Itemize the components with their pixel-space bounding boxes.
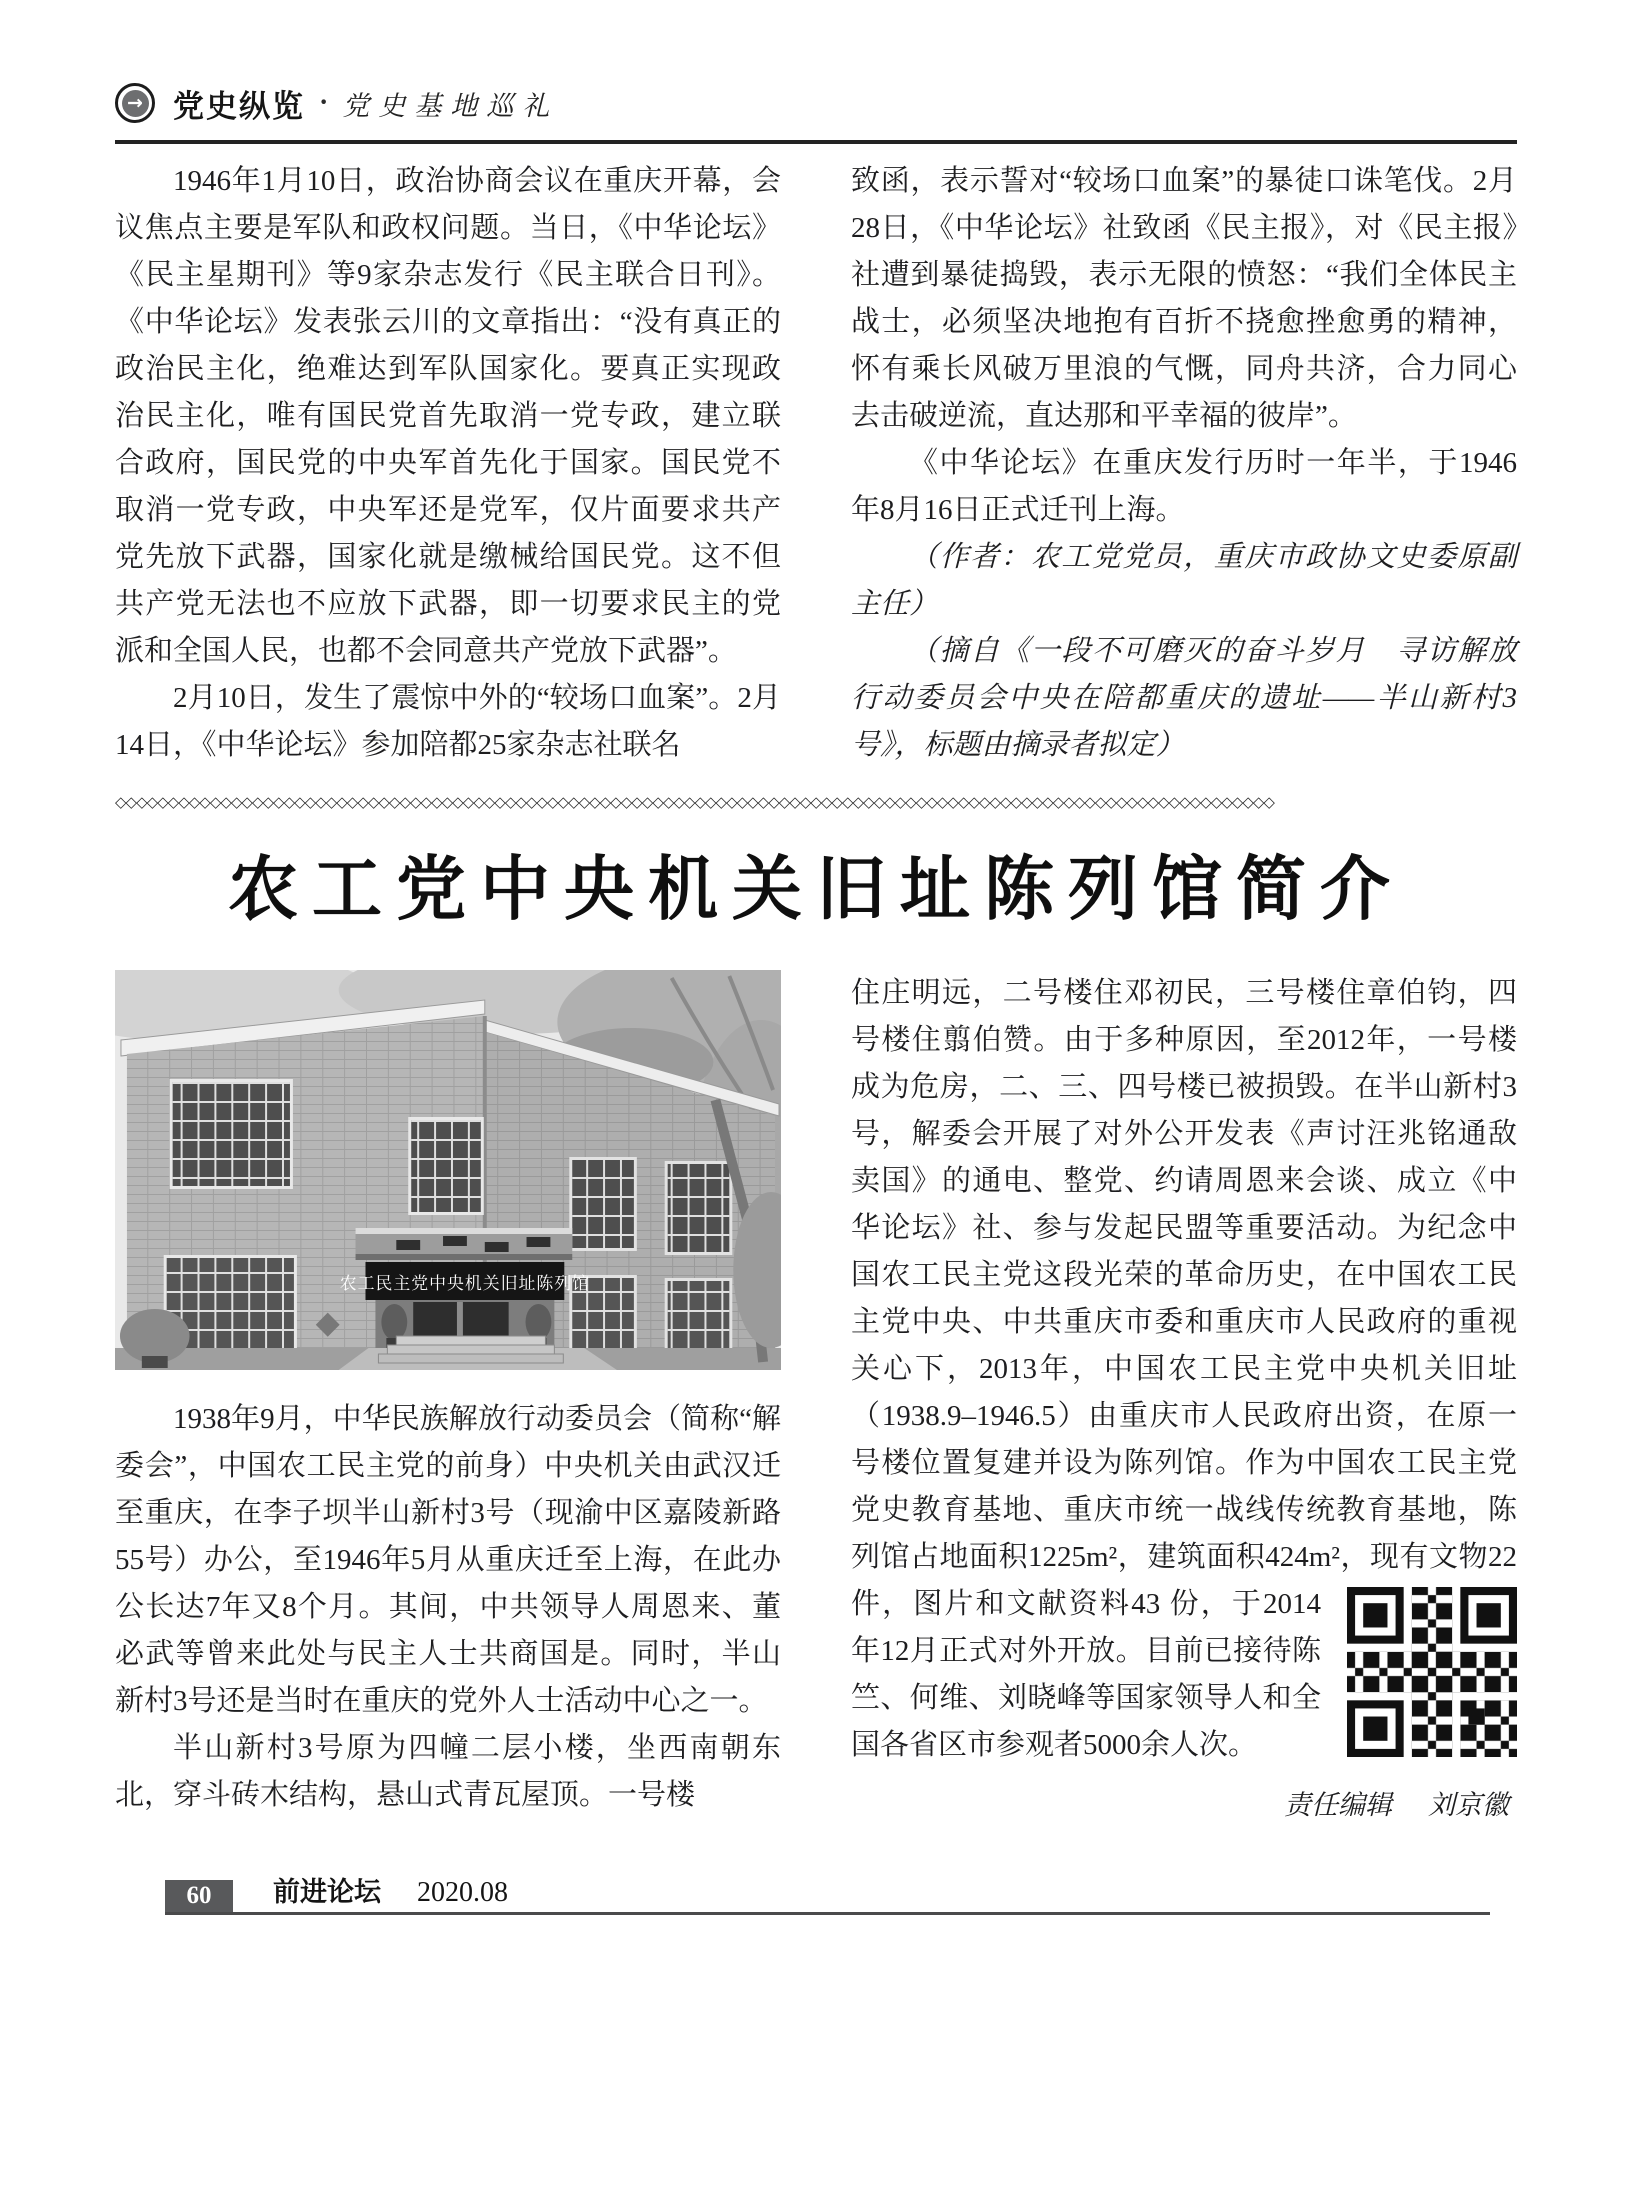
paragraph-text: 份，于2014年12月正式对外开放。目前已接待陈竺、何维、刘晓峰等国家领导人和全国各省区市参观者5000余人次。 [851, 1588, 1321, 1762]
article2-left-column [115, 970, 781, 1822]
page-footer [165, 1870, 1490, 1915]
building-photo-illustration [115, 970, 781, 1370]
qr-code [1347, 1587, 1517, 1757]
article1-columns [115, 158, 1517, 769]
editor-name: 刘京徽 [1428, 1790, 1509, 1821]
article2-right-column [851, 970, 1517, 1822]
body-paragraph: 1938年9月，中华民族解放行动委员会（简称“解委会”，中国农工民主党的前身）中央机关由武汉迁至重庆，在李子坝半山新村3号（现渝中区嘉陵新路55号）办公，至1946年5月从重庆迁至上海，在此办公长达7年又8个月。其间，中共领导人周恩来、董必武等曾来此处与民主人士共商国是。同时，半山新村3号还是当时在重庆的党外人士活动中心之一。 [115, 1403, 781, 1718]
diamond-divider: ◇◇◇◇◇◇◇◇◇◇◇◇◇◇◇◇◇◇◇◇◇◇◇◇◇◇◇◇◇◇◇◇◇◇◇◇◇◇◇◇◇◇◇◇◇◇◇◇◇◇◇◇◇◇◇◇◇◇◇◇◇◇◇◇◇◇◇◇◇◇◇◇◇◇◇◇◇◇◇◇◇◇◇◇◇◇◇◇◇◇◇◇◇◇◇◇◇◇◇◇◇◇◇◇◇◇◇◇◇◇ [115, 793, 1274, 811]
article1-left-column [115, 158, 781, 769]
arrow-right-circle-icon [115, 83, 155, 123]
article2-columns [115, 970, 1517, 1822]
editor-label: 责任编辑 [1284, 1790, 1392, 1821]
arrow-right-icon: → [122, 90, 149, 117]
header-brand: 党史纵览 [173, 88, 305, 124]
body-paragraph: 《中华论坛》在重庆发行历时一年半，于1946年8月16日正式迁刊上海。 [851, 447, 1517, 526]
body-paragraph: 2月10日，发生了震惊中外的“较场口血案”。2月14日，《中华论坛》参加陪都25家杂志社联名 [115, 682, 781, 761]
issue-number: 2020.08 [417, 1877, 508, 1909]
body-paragraph: 致函，表示誓对“较场口血案”的暴徒口诛笔伐。2月28日，《中华论坛》社致函《民主报》，对《民主报》社遭到暴徒捣毁，表示无限的愤怒：“我们全体民主战士，必须坚决地抱有百折不挠愈挫愈勇的精神，怀有乘长风破万里浪的气慨，同舟共济，合力同心去击破逆流，直达那和平幸福的彼岸”。 [851, 165, 1517, 432]
body-paragraph: 1946年1月10日，政治协商会议在重庆开幕，会议焦点主要是军队和政权问题。当日，《中华论坛》《民主星期刊》等9家杂志发行《民主联合日刊》。《中华论坛》发表张云川的文章指出：“没有真正的政治民主化，绝难达到军队国家化。要真正实现政治民主化，唯有国民党首先取消一党专政，建立联合政府，国民党的中央军首先化于国家。国民党不取消一党专政，中央军还是党军，仅片面要求共产党先放下武器，国家化就是缴械给国民党。这不但共产党无法也不应放下武器，即一切要求民主的党派和全国人民，也都不会同意共产党放下武器”。 [115, 165, 781, 667]
source-note: （摘自《一段不可磨灭的奋斗岁月 寻访解放行动委员会中央在陪都重庆的遗址——半山新村3号》，标题由摘录者拟定） [851, 635, 1517, 761]
journal-name: 前进论坛 [273, 1877, 381, 1908]
qr-code-graphic [1347, 1587, 1517, 1757]
building-photo [115, 970, 781, 1370]
article1-right-column [851, 158, 1517, 769]
paragraph-text: 住庄明远，二号楼住邓初民，三号楼住章伯钧，四号楼住翦伯赞。由于多种原因，至2012年，一号楼成为危房，二、三、四号楼已被损毁。在半山新村3号，解委会开展了对外公开发表《声讨汪兆铭通敌卖国》的通电、整党、约请周恩来会谈、成立《中华论坛》社、参与发起民盟等重要活动。为纪念中国农工民主党这段光荣的革命历史，在中国农工民主党中央、中共重庆市委和重庆市人民政府的重视关心下，2013年，中国农工民主党中央机关旧址（1938.9–1946.5）由重庆市人民政府出资，在原一号楼位置复建并设为陈列馆。作为中国农工民主党党史教育基地、重庆市统一战线传统教育基地，陈列馆占地面积1225m²，建筑面积424m²，现有文物22件，图片和文献资料43 [851, 977, 1517, 1621]
page-header [115, 82, 1515, 124]
editor-credit [851, 1783, 1517, 1822]
header-rule [115, 140, 1517, 144]
header-section-title: 党史基地巡礼 [342, 90, 559, 121]
article2-title: 农工党中央机关旧址陈列馆简介 [228, 850, 1404, 928]
body-paragraph [851, 970, 1517, 1769]
body-paragraph: 半山新村3号原为四幢二层小楼，坐西南朝东北，穿斗砖木结构，悬山式青瓦屋顶。一号楼 [115, 1732, 781, 1812]
header-separator-dot: · [319, 87, 329, 118]
page-number-badge: 60 [165, 1880, 233, 1912]
photo-sign-text: 农工民主党中央机关旧址陈列馆 [339, 1274, 591, 1294]
author-note: （作者：农工党党员，重庆市政协文史委原副主任） [851, 541, 1517, 620]
